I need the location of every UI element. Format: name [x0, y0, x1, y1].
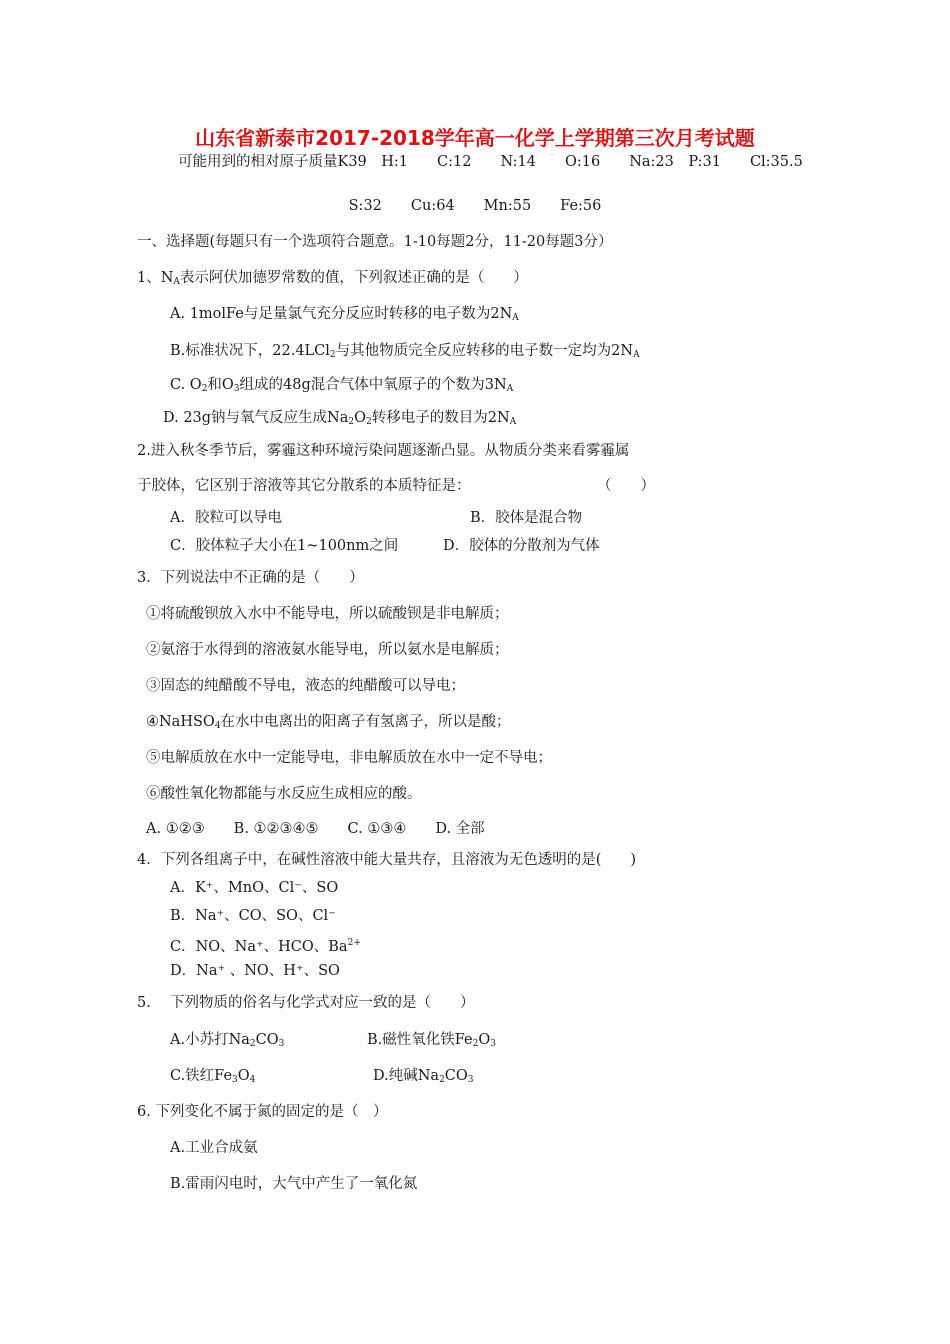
question-1-option-a: A. 1molFe与足量氯气充分反应时转移的电子数为$2N_A$	[170, 306, 519, 323]
question-5-option-b: B.磁性氧化铁$Fe_2O_3$	[367, 1032, 496, 1049]
question-3-stem: 3．下列说法中不正确的是（ ）	[137, 570, 364, 586]
question-2-stem-line1: 2.进入秋冬季节后，雾霾这种环境污染问题逐渐凸显。从物质分类来看雾霾属	[137, 443, 630, 459]
question-5-option-d: D.纯碱$Na_2CO_3$	[373, 1068, 474, 1085]
document-title: 山东省新泰市2017-2018学年高一化学上学期第三次月考试题	[195, 126, 755, 150]
question-1-option-d: D. 23g钠与氧气反应生成$Na_2O_2$转移电子的数目为$2N_A$	[163, 410, 517, 427]
question-6-option-a: A.工业合成氨	[170, 1140, 258, 1156]
question-4-option-d: D．Na⁺ 、NO、H⁺、SO	[170, 963, 340, 979]
question-6-stem: 6. 下列变化不属于氮的固定的是（ ）	[137, 1104, 388, 1120]
question-4-option-a: A．K⁺、MnO、Cl⁻、SO	[170, 880, 339, 896]
question-2-option-b: B．胶体是混合物	[470, 510, 583, 526]
question-3-statement-6: ⑥酸性氧化物都能与水反应生成相应的酸。	[146, 786, 422, 802]
question-3-statement-1: ①将硫酸钡放入水中不能导电，所以硫酸钡是非电解质；	[146, 606, 509, 622]
section-heading: 一、选择题(每题只有一个选项符合题意。1-10每题2分，11-20每题3分）	[137, 234, 613, 250]
question-3-statement-4: ④NaHSO$_4$在水中电离出的阳离子有氢离子，所以是酸；	[146, 714, 511, 731]
question-3-options: A. ①②③ B. ①②③④⑤ C. ①③④ D. 全部	[146, 821, 485, 837]
question-1-option-c: C. $O_2$和$O_3$组成的48g混合气体中氧原子的个数为$3N_A$	[170, 377, 514, 394]
question-3-statement-3: ③固态的纯醋酸不导电，液态的纯醋酸可以导电；	[146, 678, 465, 694]
question-1-stem: 1、$N_A$表示阿伏加德罗常数的值，下列叙述正确的是（ ）	[137, 270, 528, 287]
question-3-statement-5: ⑤电解质放在水中一定能导电，非电解质放在水中一定不导电；	[146, 750, 552, 766]
question-4-stem: 4．下列各组离子中，在碱性溶液中能大量共存，且溶液为无色透明的是( )	[137, 852, 637, 868]
question-4-option-c: C．NO、Na⁺、HCO、$Ba^{2+}$	[170, 938, 361, 955]
question-2-option-d: D．胶体的分散剂为气体	[443, 538, 600, 554]
question-2-option-c: C．胶体粒子大小在1~100nm之间	[170, 538, 399, 554]
question-2-stem-line2: 于胶体，它区别于溶液等其它分散系的本质特征是：	[137, 478, 471, 494]
question-2-answer-paren: （ ）	[597, 478, 655, 494]
atomic-masses-line1: 可能用到的相对原子质量K39 H:1 C:12 N:14 O:16 Na:23 P:31 Cl:35.5	[178, 154, 803, 170]
question-6-option-b: B.雷雨闪电时，大气中产生了一氧化氮	[170, 1176, 418, 1192]
question-3-statement-2: ②氨溶于水得到的溶液氨水能导电，所以氨水是电解质；	[146, 642, 509, 658]
question-5-stem: 5. 下列物质的俗名与化学式对应一致的是（ ）	[137, 995, 475, 1011]
question-2-option-a: A．胶粒可以导电	[170, 510, 282, 526]
atomic-masses-line2: S:32 Cu:64 Mn:55 Fe:56	[348, 198, 602, 214]
question-5-option-a: A.小苏打$Na_2CO_3$	[170, 1032, 285, 1049]
question-5-option-c: C.铁红$Fe_3O_4$	[170, 1068, 256, 1085]
question-1-option-b: B.标准状况下，22.4LCl$_2$与其他物质完全反应转移的电子数一定均为$2N_A$	[170, 343, 640, 360]
question-4-option-b: B．Na⁺、CO、SO、Cl⁻	[170, 908, 336, 924]
